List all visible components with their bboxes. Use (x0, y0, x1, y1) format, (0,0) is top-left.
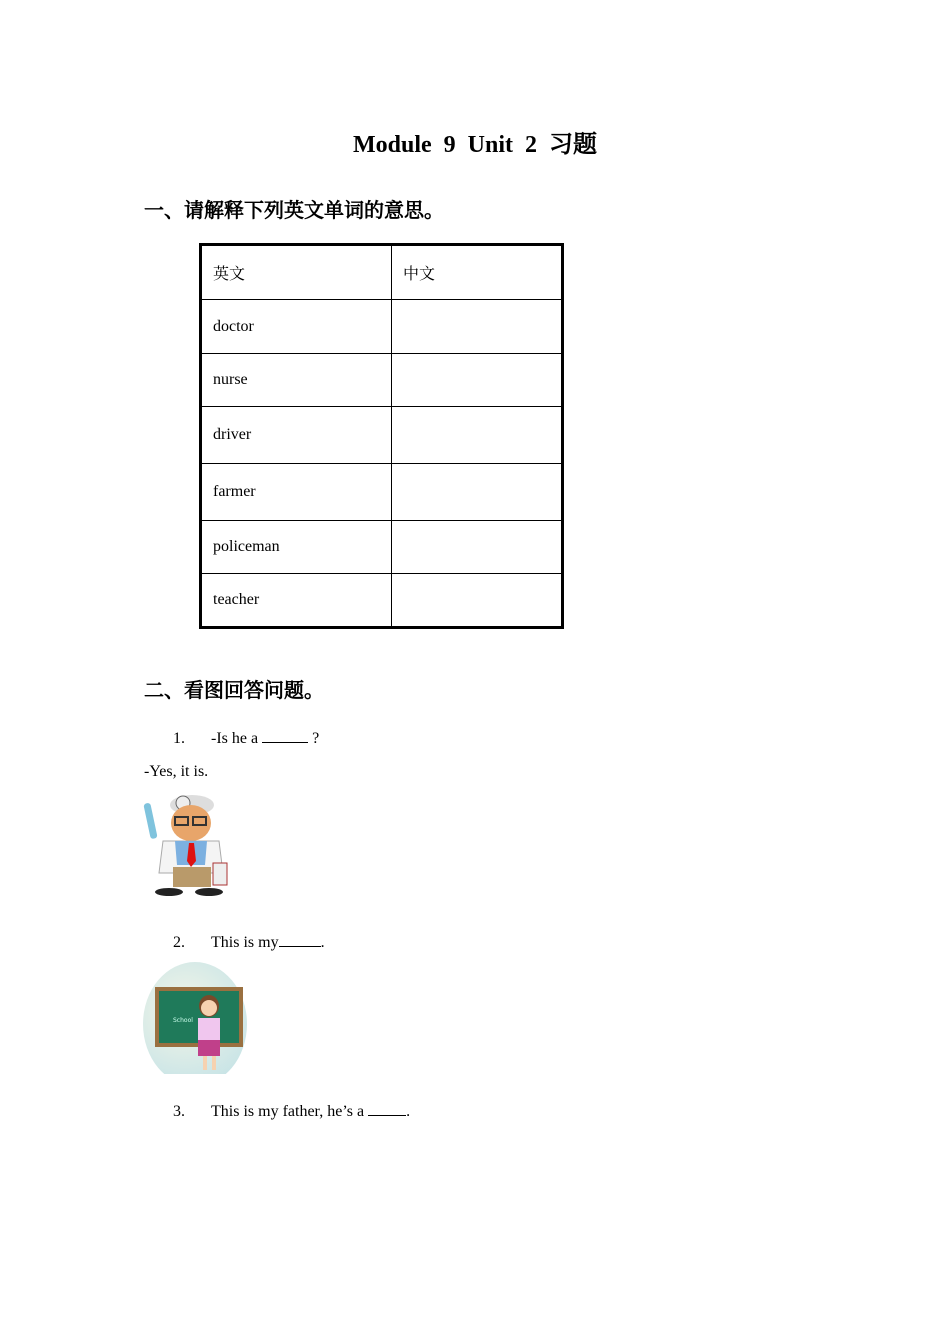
teacher-image (143, 962, 247, 1074)
school-board-text: School (173, 1017, 193, 1024)
section-1-heading: 一、请解释下列英文单词的意思。 (144, 200, 444, 222)
table-row (201, 300, 563, 354)
question-2 (173, 932, 325, 952)
question-3 (173, 1101, 410, 1121)
word-cell: driver (201, 407, 392, 464)
section-2-heading: 二、看图回答问题。 (144, 680, 324, 702)
question-text: This is my father, he’s a (211, 1103, 369, 1120)
table-row (201, 464, 563, 521)
question-1 (173, 728, 319, 748)
question-text: This is my (211, 934, 279, 951)
answer-cell[interactable] (392, 354, 563, 407)
question-text-end: . (320, 934, 325, 951)
question-text: -Is he a (211, 730, 263, 747)
word-cell: policeman (201, 521, 392, 574)
table-row (201, 354, 563, 407)
header-english: 英文 (201, 245, 392, 300)
vocabulary-table (199, 243, 564, 629)
question-number: 2. (173, 934, 185, 951)
answer-blank[interactable] (279, 932, 321, 947)
question-text-end: . (406, 1103, 411, 1120)
word-cell: nurse (201, 354, 392, 407)
answer-cell[interactable] (392, 300, 563, 354)
table-row (201, 407, 563, 464)
word-cell: doctor (201, 300, 392, 354)
table-row (201, 521, 563, 574)
answer-cell[interactable] (392, 574, 563, 628)
answer-cell[interactable] (392, 521, 563, 574)
question-number: 3. (173, 1103, 185, 1120)
word-cell: teacher (201, 574, 392, 628)
answer-blank[interactable] (262, 728, 308, 743)
question-number: 1. (173, 730, 185, 747)
page-title: Module 9 Unit 2 习题 (352, 132, 597, 158)
answer-blank[interactable] (368, 1101, 406, 1116)
doctor-image (143, 793, 231, 896)
question-text-end: ? (308, 730, 320, 747)
table-header-row (201, 245, 563, 300)
answer-line: -Yes, it is. (144, 763, 209, 780)
header-chinese: 中文 (392, 245, 563, 300)
answer-cell[interactable] (392, 407, 563, 464)
answer-cell[interactable] (392, 464, 563, 521)
word-cell: farmer (201, 464, 392, 521)
table-row (201, 574, 563, 628)
